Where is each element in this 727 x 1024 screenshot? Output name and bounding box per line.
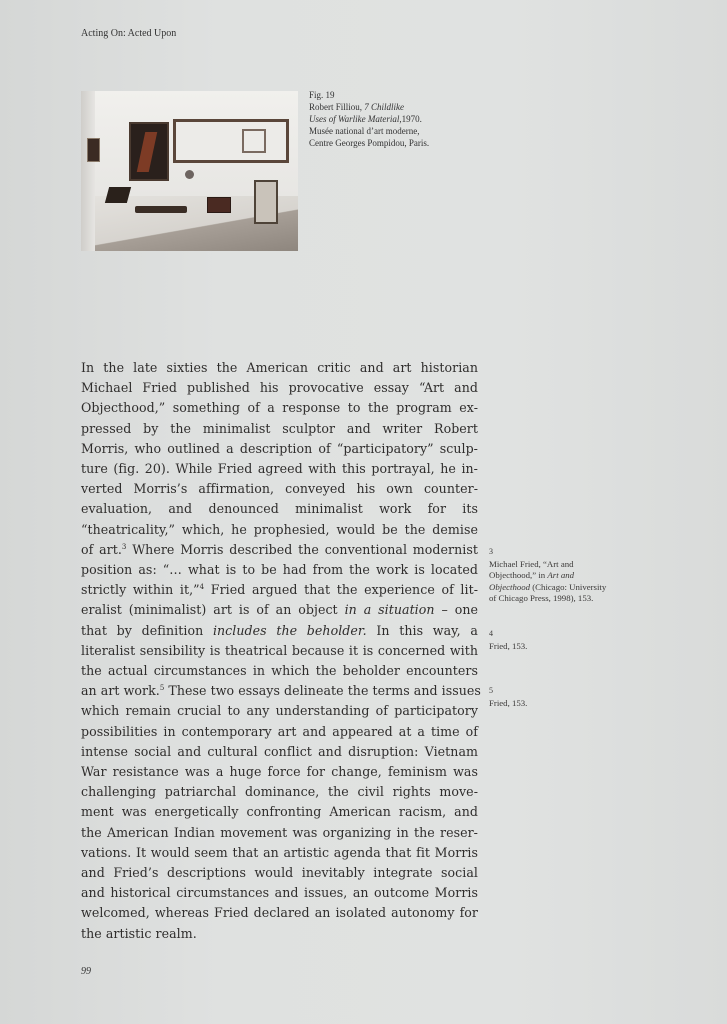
body-line: vations. It would seem that an artistic agenda that fit Morris	[81, 844, 478, 860]
figure-year: 1970.	[401, 114, 422, 124]
footnote-number: 4	[489, 629, 493, 638]
figure-caption	[309, 89, 484, 149]
body-line: War resistance was a huge force for change, feminism was	[81, 764, 478, 780]
body-line: Morris, who outlined a description of “participatory” sculp-	[81, 440, 478, 456]
figure-title-cont: Uses of Warlike Material,	[309, 114, 402, 124]
body-line: the American Indian movement was organizing in the reser-	[81, 824, 478, 840]
footnote-ref: 4	[199, 583, 205, 592]
page-number: 99	[81, 966, 91, 977]
figure-location-cont: Centre Georges Pompidou, Paris.	[309, 138, 430, 148]
figure-photo	[81, 91, 298, 251]
body-line: of art.$^3$ Where Morris described the conventional modernist	[81, 541, 478, 557]
body-line: and historical circumstances and issues, an outcome Morris	[81, 885, 478, 901]
body-line: welcomed, whereas Fried declared an isolated autonomy for	[81, 905, 478, 921]
body-line: intense social and cultural conflict and disruption: Vietnam	[81, 743, 478, 759]
small-framed-work	[87, 138, 100, 162]
figure-artist: Robert Filliou,	[309, 102, 365, 112]
floor-object	[105, 187, 131, 203]
body-line: literalist sensibility is theatrical because it is concerned with	[81, 642, 478, 658]
emphasis: in a situation	[344, 602, 435, 618]
wall-shadow	[81, 91, 95, 251]
body-line: strictly within it,”$^4$ Fried argued that the experience of lit-	[81, 582, 479, 598]
figure-location: Musée national d’art moderne,	[309, 126, 420, 136]
body-line: and Fried’s descriptions would inevitably integrate social	[81, 865, 478, 881]
body-line: Objecthood,” something of a response to the program ex-	[81, 400, 478, 416]
standing-object	[254, 180, 278, 224]
body-line: eralist (minimalist) art is of an object in a situation – one	[81, 602, 478, 618]
body-line: “theatricality,” which, he prophesied, would be the demise	[81, 521, 478, 537]
footnote-3: 3 Michael Fried, “Art and Objecthood,” in Art and Objecthood (Chicago: University of Chicago Press, 1998), 153.	[489, 547, 607, 603]
running-head: Acting On: Acted Upon	[81, 28, 177, 39]
floor-object	[207, 197, 231, 213]
body-line: verted Morris’s affirmation, conveyed his own counter-	[81, 481, 478, 497]
framed-work	[129, 122, 169, 181]
body-line: that by definition includes the beholder. In this way, a	[81, 622, 478, 638]
floor-object	[135, 206, 187, 213]
body-line: an art work.$^5$ These two essays delineate the terms and issues	[81, 683, 481, 699]
footnote-ref: 5	[159, 684, 165, 693]
emphasis: includes the beholder.	[212, 622, 367, 638]
footnote-4: 4 Fried, 153.	[489, 628, 607, 652]
body-line: challenging patriarchal dominance, the civil rights move-	[81, 784, 478, 800]
body-line: which remain crucial to any understanding of participatory	[81, 703, 478, 719]
figure-title: 7 Childlike	[364, 102, 405, 112]
footnote-number: 5	[489, 686, 493, 695]
footnote-title: Art and Objecthood	[489, 570, 575, 592]
body-line: ment was energetically confronting American racism, and	[81, 804, 478, 820]
body-line: In the late sixties the American critic and art historian	[81, 360, 478, 375]
body-line: position as: “… what is to be had from the work is located	[81, 562, 478, 578]
wall-object	[185, 170, 194, 179]
body-line: the artistic realm.	[81, 925, 197, 941]
long-framed-work	[173, 119, 289, 163]
body-paragraph	[81, 358, 481, 944]
figure-label: Fig. 19	[309, 90, 335, 100]
body-line: possibilities in contemporary art and appeared at a time of	[81, 723, 478, 739]
footnote-ref: 3	[121, 542, 127, 551]
body-line: pressed by the minimalist sculptor and writer Robert	[81, 420, 478, 436]
body-line: ture (fig. 20). While Fried agreed with this portrayal, he in-	[81, 461, 478, 477]
footnote-5: 5 Fried, 153.	[489, 685, 607, 709]
body-line: Michael Fried published his provocative essay “Art and	[81, 380, 478, 396]
body-line: the actual circumstances in which the beholder encounters	[81, 663, 478, 679]
footnote-number: 3	[489, 547, 493, 556]
body-line: evaluation, and denounced minimalist work for its	[81, 501, 478, 517]
